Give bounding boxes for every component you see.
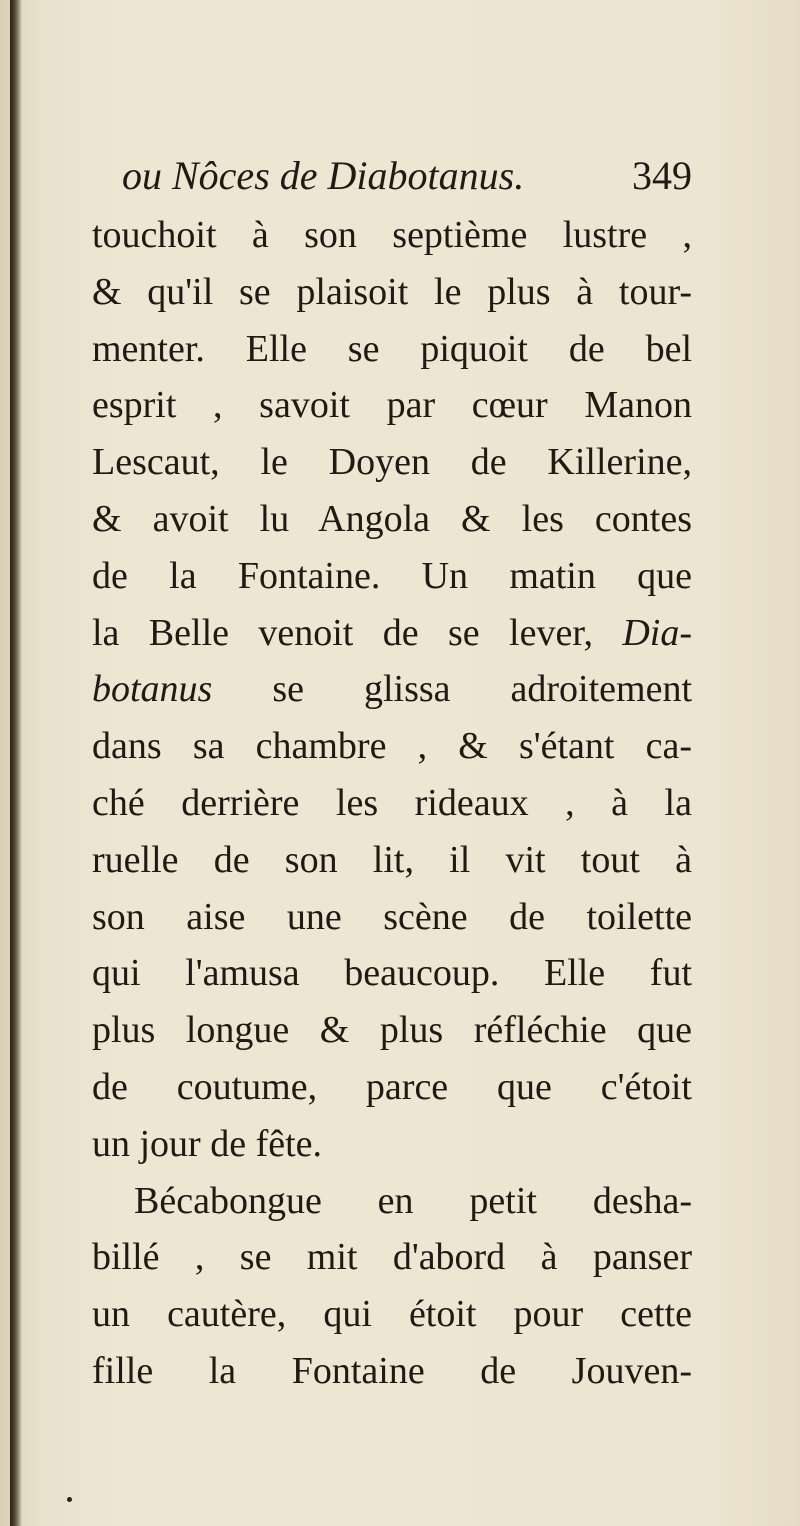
page-header xyxy=(122,152,692,208)
text-line: menter. Elle se piquoit de bel xyxy=(92,327,692,370)
text-line: plus longue & plus réfléchie que xyxy=(92,1009,692,1052)
text-line: touchoit à son septième lustre , xyxy=(92,214,692,256)
italic-name: Dia- xyxy=(622,611,692,654)
page-number: 349 xyxy=(632,153,692,198)
text-line: un jour de fête. xyxy=(92,1122,323,1165)
text-segment: la Belle venoit de se lever, xyxy=(92,611,623,654)
text-line: de coutume, parce que c'étoit xyxy=(92,1065,692,1108)
text-line: dans sa chambre , & s'étant ca- xyxy=(92,725,692,768)
running-title: ou Nôces de Diabotanus. xyxy=(122,153,525,198)
text-segment: se glissa adroitement xyxy=(272,668,692,711)
text-line: ruelle de son lit, il vit tout à xyxy=(92,838,692,881)
body-text xyxy=(92,207,692,1400)
text-line: qui l'amusa beaucoup. Elle fut xyxy=(92,952,692,995)
text-line: & avoit lu Angola & les contes xyxy=(92,497,692,540)
text-line xyxy=(92,661,692,718)
italic-name: botanus xyxy=(92,668,213,711)
text-line xyxy=(92,605,692,662)
paragraph-start-line: Bécabongue en petit desha- xyxy=(134,1179,692,1222)
ink-speck xyxy=(67,1497,72,1502)
text-line: fille la Fontaine de Jouven- xyxy=(92,1349,692,1392)
text-line: billé , se mit d'abord à panser xyxy=(92,1236,692,1279)
text-line: ché derrière les rideaux , à la xyxy=(92,781,692,824)
text-line: esprit , savoit par cœur Manon xyxy=(92,384,692,427)
binding-edge xyxy=(10,0,22,1526)
text-line: de la Fontaine. Un matin que xyxy=(92,554,692,597)
text-line: un cautère, qui étoit pour cette xyxy=(92,1293,692,1336)
text-line: Lescaut, le Doyen de Killerine, xyxy=(92,441,692,484)
text-line: & qu'il se plaisoit le plus à tour- xyxy=(92,270,692,313)
text-line: son aise une scène de toilette xyxy=(92,895,692,938)
